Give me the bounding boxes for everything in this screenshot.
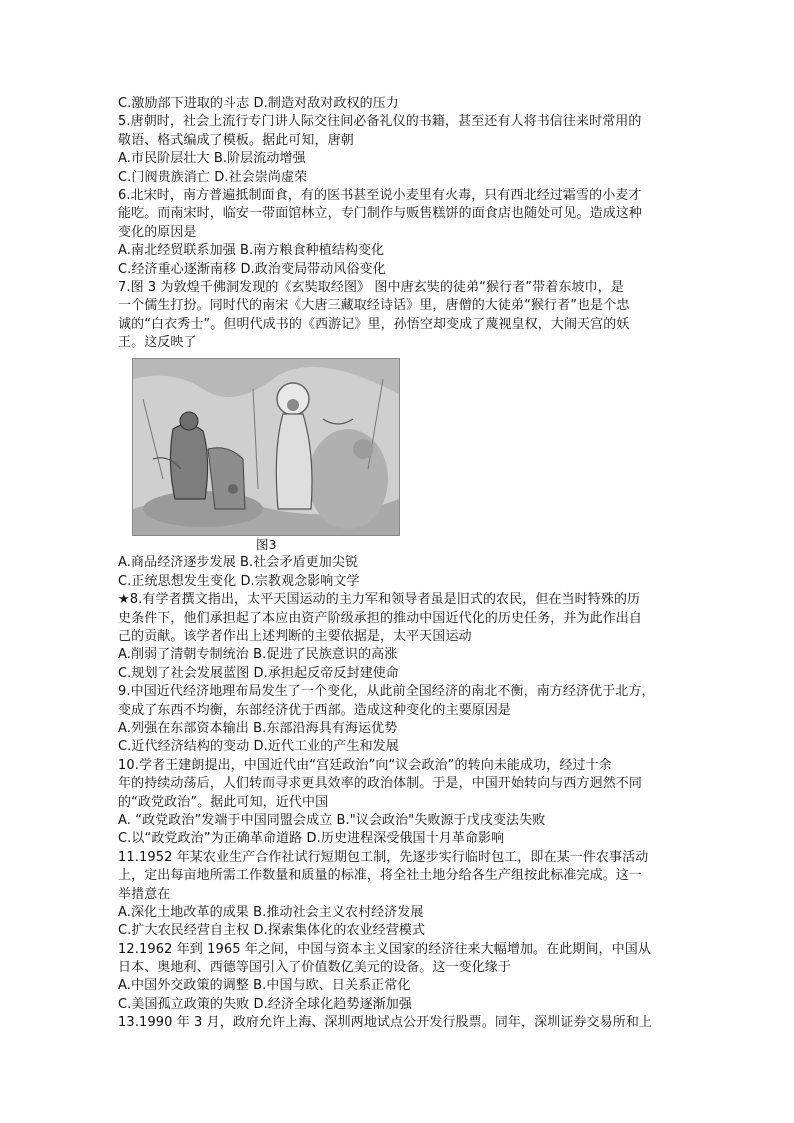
text-line: 5.唐朝时，社会上流行专门讲人际交往间必备礼仪的书籍，甚至还有人将书信往来时常用的 (118, 114, 642, 130)
figure-caption: 图3 (256, 537, 277, 553)
text-line: 13.1990 年 3 月，政府允许上海、深圳两地试点公开发行股票。同年，深圳证券交易所和上 (118, 1015, 653, 1031)
text-line: 11.1952 年某农业生产合作社试行短期包工制，先逐步实行临时包工，即在某一件农事活动 (118, 849, 649, 865)
question-text (118, 95, 676, 1033)
text-line: 己的贡献。该学者作出上述判断的主要依据是，太平天国运动 (118, 629, 472, 645)
text-line: 9.中国近代经济地理布局发生了一个变化，从此前全国经济的南北不衡，南方经济优于北方， (118, 684, 655, 700)
text-line: A.商品经济逐步发展 B.社会矛盾更加尖锐 (118, 555, 359, 571)
text-line: 变化的原因是 (118, 224, 197, 240)
xuanzang-painting-illustration (133, 359, 399, 535)
text-line: 12.1962 年到 1965 年之间，中国与资本主义国家的经济往来大幅增加。在此期间，中国从 (118, 941, 651, 957)
text-line: 诚的“白衣秀士”。但明代成书的《西游记》里，孙悟空却变成了蔑视皇权，大闹天宫的妖 (118, 316, 630, 332)
text-block-before-figure (118, 95, 676, 352)
text-line: 敬语、格式编成了模板。据此可知，唐朝 (118, 132, 354, 148)
text-line: 日本、奥地利、西德等国引入了价值数亿美元的设备。这一变化缘于 (118, 960, 512, 976)
text-line: 上，定出每亩地所需工作数量和质量的标准，将全社土地分给各生产组按此标准完成。这一 (118, 868, 643, 884)
text-line: C.扩大农民经营自主权 D.探索集体化的农业经营模式 (118, 923, 426, 939)
text-line: 6.北宋时，南方普遍抵制面食，有的医书甚至说小麦里有火毒，只有西北经过霜雪的小麦才 (118, 187, 642, 203)
text-line: C.正统思想发生变化 D.宗教观念影响文学 (118, 573, 360, 589)
text-line: A.市民阶层壮大 B.阶层流动增强 (118, 151, 306, 167)
text-line: 史条件下，他们承担起了本应由资产阶级承担的推动中国近代化的历史任务，并为此作出自 (118, 610, 643, 626)
text-line: 能吃。而南宋时，临安一带面馆林立，专门制作与贩售糕饼的面食店也随处可见。造成这种 (118, 206, 643, 222)
text-line: C.门阀贵族消亡 D.社会崇尚虚荣 (118, 169, 308, 185)
text-line: A.深化土地改革的成果 B.推动社会主义农村经济发展 (118, 904, 424, 920)
text-line: C.美国孤立政策的失败 D.经济全球化趋势逐渐加强 (118, 996, 412, 1012)
text-line: C.规划了社会发展蓝图 D.承担起反帝反封建使命 (118, 665, 399, 681)
text-line: A.列强在东部资本输出 B.东部沿海具有海运优势 (118, 720, 398, 736)
text-line: C.激励部下进取的斗志 D.制造对敌对政权的压力 (118, 96, 399, 111)
text-line: 变成了东西不均衡，东部经济优于西部。造成这种变化的主要原因是 (118, 702, 512, 718)
text-line: C.近代经济结构的变动 D.近代工业的产生和发展 (118, 739, 399, 755)
text-block-after-figure (118, 554, 676, 1032)
text-line: 年的持续动荡后，人们转而寻求更具效率的政治体制。于是，中国开始转向与西方迥然不同 (118, 776, 643, 792)
text-line: ★8.有学者撰文指出，太平天国运动的主力军和领导者虽是旧式的农民，但在当时特殊的历 (118, 592, 641, 608)
text-line: A.削弱了清朝专制统治 B.促进了民族意识的高涨 (118, 647, 398, 663)
text-line: A. “政党政治”发端于中国同盟会成立 B."议会政治"失败源于戊戌变法失败 (118, 812, 546, 828)
text-line: 7.图 3 为敦煌千佛洞发现的《玄奘取经图》 图中唐玄奘的徒弟“猴行者”带着东坡巾，是 (118, 279, 624, 295)
text-line: 王。这反映了 (118, 335, 197, 351)
text-line: C.以“政党政治”为正确革命道路 D.历史进程深受俄国十月革命影响 (118, 831, 505, 847)
figure-3-image (132, 358, 400, 536)
text-line: A.中国外交政策的调整 B.中国与欧、日关系正常化 (118, 978, 411, 994)
text-line: A.南北经贸联系加强 B.南方粮食种植结构变化 (118, 243, 385, 259)
text-line: 10.学者王建朗提出，中国近代由“宫廷政治”向“议会政治”的转向未能成功，经过十余 (118, 757, 612, 773)
text-line: C.经济重心逐渐南移 D.政治变局带动风俗变化 (118, 261, 386, 277)
text-line: 举措意在 (118, 886, 171, 902)
text-line: 的“政党政治”。据此可知，近代中国 (118, 794, 329, 810)
text-line: 一个儒生打扮。同时代的南宋《大唐三藏取经诗话》里，唐僧的大徒弟“猴行者”也是个忠 (118, 298, 630, 314)
